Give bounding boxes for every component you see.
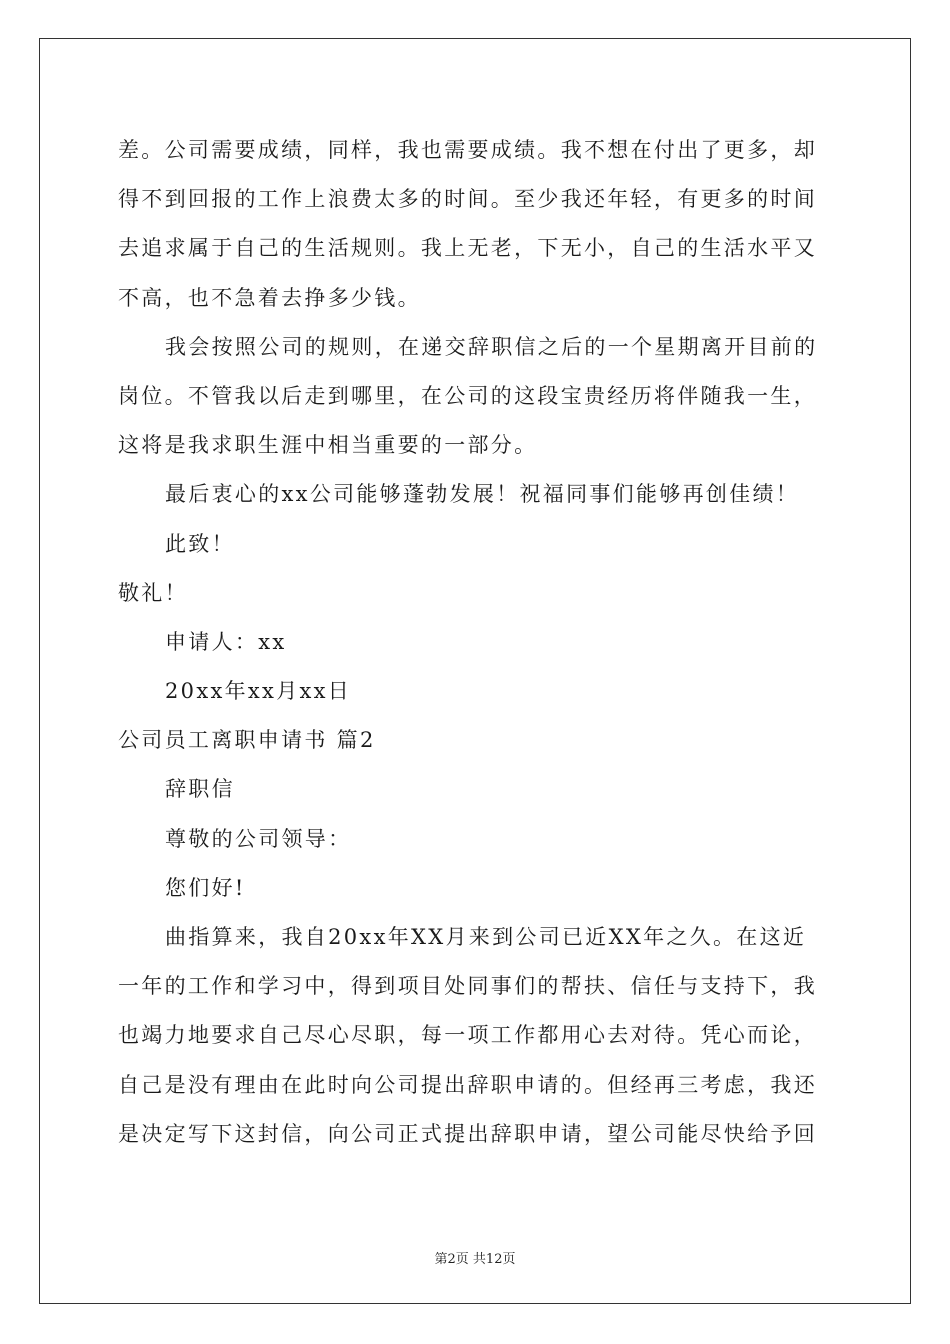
salutation-regards: 敬礼！	[118, 580, 188, 605]
letter-greeting: 您们好!	[165, 875, 246, 900]
text-line: 岗位。不管我以后走到哪里，在公司的这段宝贵经历将伴随我一生，	[118, 383, 817, 408]
salutation-close: 此致！	[165, 531, 235, 556]
text-line: 不高，也不急着去挣多少钱。	[118, 285, 421, 310]
text-line: 一年的工作和学习中，得到项目处同事们的帮扶、信任与支持下，我	[118, 974, 817, 999]
letter-title: 辞职信	[165, 777, 235, 802]
text-line: 曲指算来，我自20xx年XX月来到公司已近XX年之久。在这近	[165, 925, 807, 949]
text-line: 也竭力地要求自己尽心尽职，每一项工作都用心去对待。凭心而论，	[118, 1023, 817, 1048]
section-heading: 公司员工离职申请书 篇2	[118, 728, 376, 753]
text-line: 我会按照公司的规则，在递交辞职信之后的一个星期离开目前的	[165, 334, 818, 359]
date-line: 20xx年xx月xx日	[165, 679, 352, 704]
text-line: 得不到回报的工作上浪费太多的时间。至少我还年轻，有更多的时间	[118, 187, 817, 212]
text-line: 自己是没有理由在此时向公司提出辞职申请的。但经再三考虑，我还	[118, 1072, 817, 1097]
text-line: 这将是我求职生涯中相当重要的一部分。	[118, 433, 538, 458]
letter-addressee: 尊敬的公司领导：	[165, 826, 352, 851]
document-body	[118, 126, 834, 1159]
closing-wish: 最后衷心的xx公司能够蓬勃发展！祝福同事们能够再创佳绩！	[165, 482, 800, 507]
text-line: 差。公司需要成绩，同样，我也需要成绩。我不想在付出了更多，却	[118, 138, 817, 162]
page-number-footer: 第2页 共12页	[434, 1252, 516, 1267]
text-line: 是决定写下这封信，向公司正式提出辞职申请，望公司能尽快给予回	[118, 1121, 817, 1146]
applicant-line: 申请人：xx	[165, 629, 287, 654]
text-line: 去追求属于自己的生活规则。我上无老，下无小，自己的生活水平又	[118, 236, 817, 261]
